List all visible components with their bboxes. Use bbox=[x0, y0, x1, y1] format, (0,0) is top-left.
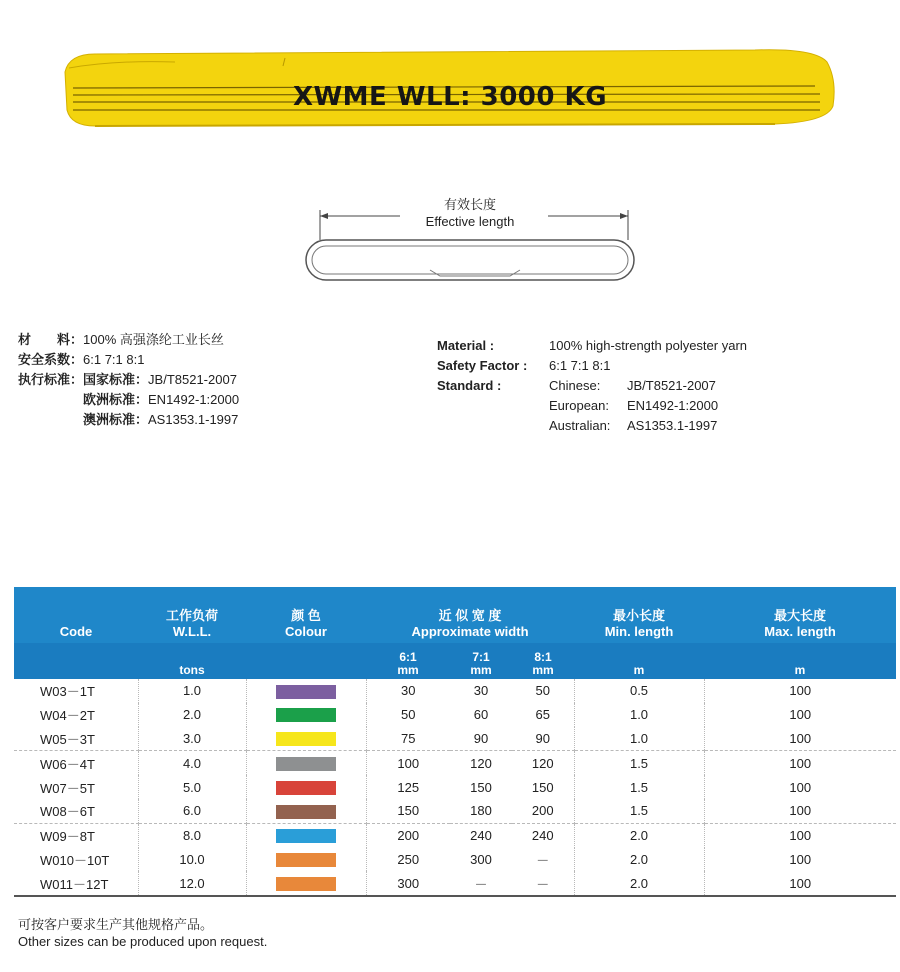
colour-swatch bbox=[276, 685, 336, 699]
safety-value-cn: 6:1 7:1 8:1 bbox=[83, 352, 145, 367]
safety-label-cn: 安全系数： bbox=[18, 352, 84, 367]
code-cell: W06－4T bbox=[14, 751, 138, 775]
w71-cell: 90 bbox=[450, 727, 512, 751]
max-cell: 100 bbox=[789, 828, 812, 844]
table-row bbox=[14, 799, 896, 823]
w61-cell: 75 bbox=[366, 727, 450, 751]
w61-cell: 100 bbox=[397, 755, 420, 771]
w71-cell: 120 bbox=[470, 755, 492, 771]
wll-cell: 2.0 bbox=[138, 703, 246, 727]
wll-cell: 12.0 bbox=[138, 871, 246, 895]
standard-en-label-2: European: bbox=[549, 398, 609, 413]
w81-cell: 200 bbox=[512, 799, 574, 823]
min-cell: 1.5 bbox=[574, 751, 704, 775]
unit-tons: tons bbox=[138, 643, 246, 679]
colour-swatch bbox=[276, 757, 336, 771]
max-cell: 100 bbox=[789, 707, 812, 723]
standard-label-cn: 执行标准： bbox=[18, 372, 84, 387]
w61-cell: 125 bbox=[397, 779, 420, 795]
unit-8-1: 8:1 mm bbox=[512, 643, 574, 679]
standard-cn-value-1: JB/T8521-2007 bbox=[148, 372, 237, 387]
w61-cell: 150 bbox=[366, 799, 450, 823]
w61-cell: 200 bbox=[397, 828, 420, 844]
w71-cell: 240 bbox=[470, 828, 492, 844]
max-cell: 100 bbox=[789, 875, 812, 891]
wll-cell: 1.0 bbox=[138, 679, 246, 703]
wll-cell: 6.0 bbox=[138, 799, 246, 823]
colour-swatch bbox=[276, 732, 336, 746]
colour-cell bbox=[246, 823, 366, 847]
material-label-cn: 材 料： bbox=[18, 332, 84, 347]
colour-cell bbox=[246, 848, 366, 872]
effective-length-label-en: Effective length bbox=[425, 214, 515, 229]
max-cell: 100 bbox=[789, 851, 812, 867]
standard-cn-value-2: EN1492-1:2000 bbox=[148, 392, 240, 407]
effective-length-label-cn: 有效长度 bbox=[443, 197, 496, 212]
standard-label-en: Standard : bbox=[437, 378, 502, 393]
w81-cell: 150 bbox=[512, 775, 574, 799]
header-max-length: 最大长度 Max. length bbox=[704, 587, 896, 643]
standard-cn-label-2: 欧洲标准： bbox=[83, 392, 149, 407]
min-cell: 2.0 bbox=[574, 823, 704, 847]
code-cell: W010－10T bbox=[14, 848, 138, 872]
footer-note-en: Other sizes can be produced upon request. bbox=[18, 934, 268, 949]
table-row bbox=[14, 703, 896, 727]
specs-cn bbox=[18, 330, 318, 430]
table-row bbox=[14, 848, 896, 872]
colour-swatch bbox=[276, 877, 336, 891]
material-value-en: 100% high-strength polyester yarn bbox=[549, 338, 748, 353]
unit-7-1: 7:1 mm bbox=[450, 643, 512, 679]
code-cell: W03－1T bbox=[14, 679, 138, 703]
max-cell: 100 bbox=[789, 779, 812, 795]
max-cell: 100 bbox=[789, 683, 812, 699]
standard-en-label-1: Chinese: bbox=[549, 378, 601, 393]
material-value-cn: 100% 高强涤纶工业长丝 bbox=[83, 332, 224, 347]
w81-cell: 120 bbox=[512, 751, 574, 775]
effective-length-diagram bbox=[300, 190, 640, 300]
w81-cell: 50 bbox=[512, 679, 574, 703]
table-row bbox=[14, 727, 896, 751]
colour-cell bbox=[246, 703, 366, 727]
code-cell: W08－6T bbox=[14, 799, 138, 823]
min-cell: 1.0 bbox=[574, 703, 704, 727]
header-code: Code bbox=[14, 587, 138, 643]
wll-cell: 3.0 bbox=[138, 727, 246, 751]
unit-min-m: m bbox=[574, 643, 704, 679]
w71-cell: 30 bbox=[473, 683, 489, 699]
standard-en-label-3: Australian: bbox=[549, 418, 611, 433]
code-cell: W011－12T bbox=[14, 871, 138, 895]
w61-cell: 30 bbox=[401, 683, 416, 699]
w81-cell: 90 bbox=[512, 727, 574, 751]
standard-cn-label-3: 澳洲标准： bbox=[83, 412, 149, 427]
table-units-row bbox=[14, 643, 896, 679]
standard-en-value-2: EN1492-1:2000 bbox=[627, 398, 719, 413]
spec-table bbox=[14, 587, 896, 895]
w61-cell: 250 bbox=[397, 851, 420, 867]
colour-cell bbox=[246, 727, 366, 751]
code-cell: W09－8T bbox=[14, 823, 138, 847]
min-cell: 1.0 bbox=[574, 727, 704, 751]
wll-cell: 10.0 bbox=[138, 848, 246, 872]
table-row bbox=[14, 775, 896, 799]
safety-label-en: Safety Factor : bbox=[437, 358, 528, 373]
w81-cell: － bbox=[512, 848, 574, 872]
standard-en-value-1: JB/T8521-2007 bbox=[627, 378, 716, 393]
standard-cn-value-3: AS1353.1-1997 bbox=[148, 412, 239, 427]
sling-outline-icon bbox=[300, 190, 640, 300]
standard-cn-label-1: 国家标准： bbox=[83, 372, 149, 387]
colour-cell bbox=[246, 679, 366, 703]
code-cell: W07－5T bbox=[14, 775, 138, 799]
table-row bbox=[14, 751, 896, 775]
w81-cell: 65 bbox=[512, 703, 574, 727]
wll-cell: 5.0 bbox=[138, 775, 246, 799]
w81-cell: 240 bbox=[512, 823, 574, 847]
max-cell: 100 bbox=[789, 755, 812, 771]
header-min-length: 最小长度 Min. length bbox=[574, 587, 704, 643]
max-cell: 100 bbox=[704, 727, 896, 751]
min-cell: 2.0 bbox=[574, 848, 704, 872]
min-cell: 1.5 bbox=[574, 775, 704, 799]
code-cell: W04－2T bbox=[14, 703, 138, 727]
w81-cell: － bbox=[512, 871, 574, 895]
colour-swatch bbox=[276, 781, 336, 795]
colour-cell bbox=[246, 799, 366, 823]
min-cell: 0.5 bbox=[574, 679, 704, 703]
table-header-row bbox=[14, 587, 896, 643]
footer-note-cn: 可按客户要求生产其他规格产品。 bbox=[18, 917, 214, 932]
w71-cell: 180 bbox=[450, 799, 512, 823]
specs-en bbox=[437, 336, 887, 436]
w61-cell: 50 bbox=[401, 707, 416, 723]
colour-cell bbox=[246, 751, 366, 775]
w71-cell: － bbox=[474, 876, 488, 892]
w71-cell: 300 bbox=[470, 851, 492, 867]
colour-swatch bbox=[276, 805, 336, 819]
min-cell: 2.0 bbox=[574, 871, 704, 895]
table-bottom-rule bbox=[14, 895, 896, 897]
wll-cell: 4.0 bbox=[138, 751, 246, 775]
material-label-en: Material : bbox=[437, 338, 495, 353]
w71-cell: 60 bbox=[473, 707, 489, 723]
w61-cell: 300 bbox=[397, 875, 420, 891]
header-width: 近 似 宽 度 Approximate width bbox=[366, 587, 574, 643]
safety-value-en: 6:1 7:1 8:1 bbox=[549, 358, 611, 373]
max-cell: 100 bbox=[704, 799, 896, 823]
header-colour: 颜 色 Colour bbox=[246, 587, 366, 643]
colour-swatch bbox=[276, 829, 336, 843]
header-wll: 工作负荷 W.L.L. bbox=[138, 587, 246, 643]
min-cell: 1.5 bbox=[574, 799, 704, 823]
sling-marking: XWME WLL: 3000 KG bbox=[292, 82, 608, 112]
standard-en-value-3: AS1353.1-1997 bbox=[627, 418, 718, 433]
table-row bbox=[14, 871, 896, 895]
code-cell: W05－3T bbox=[14, 727, 138, 751]
unit-max-m: m bbox=[704, 643, 896, 679]
unit-6-1: 6:1 mm bbox=[366, 643, 450, 679]
colour-cell bbox=[246, 775, 366, 799]
colour-swatch bbox=[276, 708, 336, 722]
table-row bbox=[14, 823, 896, 847]
colour-cell bbox=[246, 871, 366, 895]
colour-swatch bbox=[276, 853, 336, 867]
wll-cell: 8.0 bbox=[138, 823, 246, 847]
table-row bbox=[14, 679, 896, 703]
w71-cell: 150 bbox=[470, 779, 492, 795]
